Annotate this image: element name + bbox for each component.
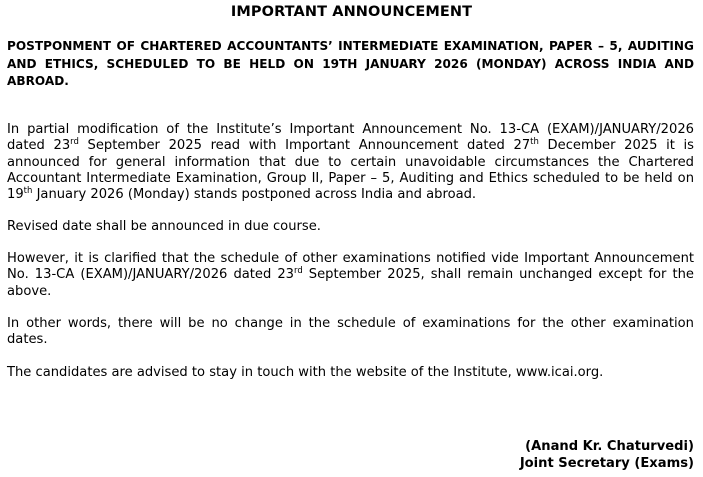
ordinal-suffix: rd xyxy=(294,266,303,277)
ordinal-suffix: th xyxy=(530,137,539,148)
para3-text-a: However, it is clarified that the schedule of other examinations notified vide Important Announcement No. 13-CA (EXAM)/JANUARY/2026 dated 23 xyxy=(7,251,694,283)
ordinal-suffix: th xyxy=(23,186,33,197)
ordinal-suffix: rd xyxy=(70,137,79,148)
body-paragraph-no-change: In other words, there will be no change in the schedule of examinations for the other examination dates. xyxy=(7,316,694,348)
signatory-designation: Joint Secretary (Exams) xyxy=(519,456,694,471)
para1-text-a: In partial modification of the Institute’s Important Announcement No. 13-CA (EXAM)/JANUARY/2026 dated 23 xyxy=(7,122,694,154)
body-paragraph-revised-date: Revised date shall be announced in due course. xyxy=(7,219,321,234)
para1-text-b: September 2025 read with Important Announcement dated 27 xyxy=(78,138,531,154)
para1-text-c: December 2025 it is announced for general information that due to certain unavoidable circumstances the Chartered Accountant Intermediate Examination, Group II, Paper – 5, Auditing and Ethics scheduled to be held on 19 xyxy=(7,138,694,203)
para3-text-b: September 2025, shall remain unchanged except for the above. xyxy=(7,267,694,299)
announcement-title: IMPORTANT ANNOUNCEMENT xyxy=(230,4,473,20)
body-paragraph-website-advice: The candidates are advised to stay in touch with the website of the Institute, www.icai.org. xyxy=(7,365,604,380)
para1-text-d: January 2026 (Monday) stands postponed across India and abroad. xyxy=(32,187,477,203)
body-paragraph-postponement xyxy=(7,122,694,203)
announcement-subject: POSTPONMENT OF CHARTERED ACCOUNTANTS’ INTERMEDIATE EXAMINATION, PAPER – 5, AUDITING AND ETHICS, SCHEDULED TO BE HELD ON 19TH JANUARY 2026 (MONDAY) ACROSS INDIA AND ABROAD. xyxy=(7,39,694,88)
body-paragraph-clarification xyxy=(7,251,694,300)
signatory-name: (Anand Kr. Chaturvedi) xyxy=(525,439,694,454)
